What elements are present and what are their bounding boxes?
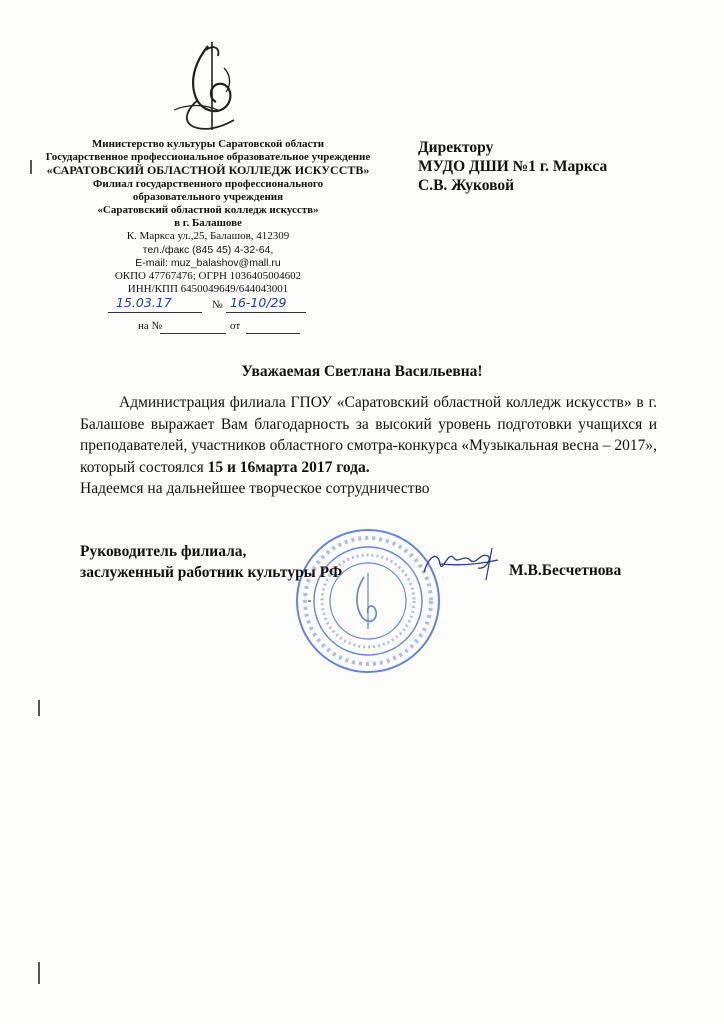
inn-line: ИНН/КПП 6450049649/644043001	[127, 283, 289, 296]
registration-number: 16-10/29	[230, 295, 287, 311]
okpo-line: ОКПО 47767476; ОГРН 1036405004602	[114, 270, 302, 283]
addressee-block	[418, 138, 607, 195]
margin-mark	[38, 700, 40, 716]
city-line: в г. Балашове	[174, 217, 242, 230]
handwritten-signature	[420, 544, 500, 584]
college-quoted-line: «Саратовский областной колледж искусств»	[97, 204, 319, 217]
ministry-line: Министерство культуры Саратовской области	[91, 138, 325, 150]
addressee-name: С.В. Жуковой	[418, 177, 515, 194]
main-paragraph	[80, 392, 657, 478]
margin-mark	[38, 962, 40, 984]
college-logo	[168, 38, 260, 138]
registration-date: 15.03.17	[116, 295, 172, 311]
reference-from-label: от	[230, 320, 241, 333]
signatory-position: Руководитель филиала,	[80, 543, 247, 560]
addressee-position: Директору	[418, 139, 494, 156]
reference-line	[30, 319, 386, 338]
organization-header	[30, 138, 386, 338]
letter-body	[80, 392, 657, 500]
signatory-honor: заслуженный работник культуры РФ	[80, 564, 343, 581]
greeting: Уважаемая Светлана Васильевна!	[241, 363, 483, 380]
institution-type-line: Государственное профессиональное образовательное учреждение	[45, 151, 371, 164]
address-line: К. Маркса ул.,25, Балашов, 412309	[126, 230, 290, 243]
email-line: E-mail: muz_balashov@mall.ru	[135, 256, 281, 269]
main-paragraph-text: Администрация филиала ГПОУ «Саратовский областной колледж искусств» в г. Балашове выражает Вам благодарность за высокий уровень подготовки учащихся и преподавателей, участников областного смотра-конкурса «Музыкальная весна – 2017», который состоялся	[80, 394, 657, 476]
reference-label: на №	[138, 320, 163, 333]
college-name-line: «САРАТОВСКИЙ ОБЛАСТНОЙ КОЛЛЕДЖ ИСКУССТВ»	[46, 163, 370, 178]
signatory-title	[80, 541, 342, 583]
addressee-school: МУДО ДШИ №1 г. Маркса	[418, 158, 608, 175]
phone-line: тел./факс (845 45) 4-32-64,	[142, 243, 274, 256]
closing-line: Надеемся на дальнейшее творческое сотрудничество	[80, 480, 430, 497]
event-dates: 15 и 16марта 2017 года.	[207, 458, 370, 476]
branch-line: Филиал государственного профессионального	[92, 177, 324, 190]
branch-line-2: образовательного учреждения	[132, 190, 284, 203]
margin-mark	[30, 160, 32, 174]
registration-line	[30, 295, 386, 317]
registration-number-label: №	[212, 299, 223, 312]
signatory-name: М.В.Бесчетнова	[509, 562, 622, 579]
